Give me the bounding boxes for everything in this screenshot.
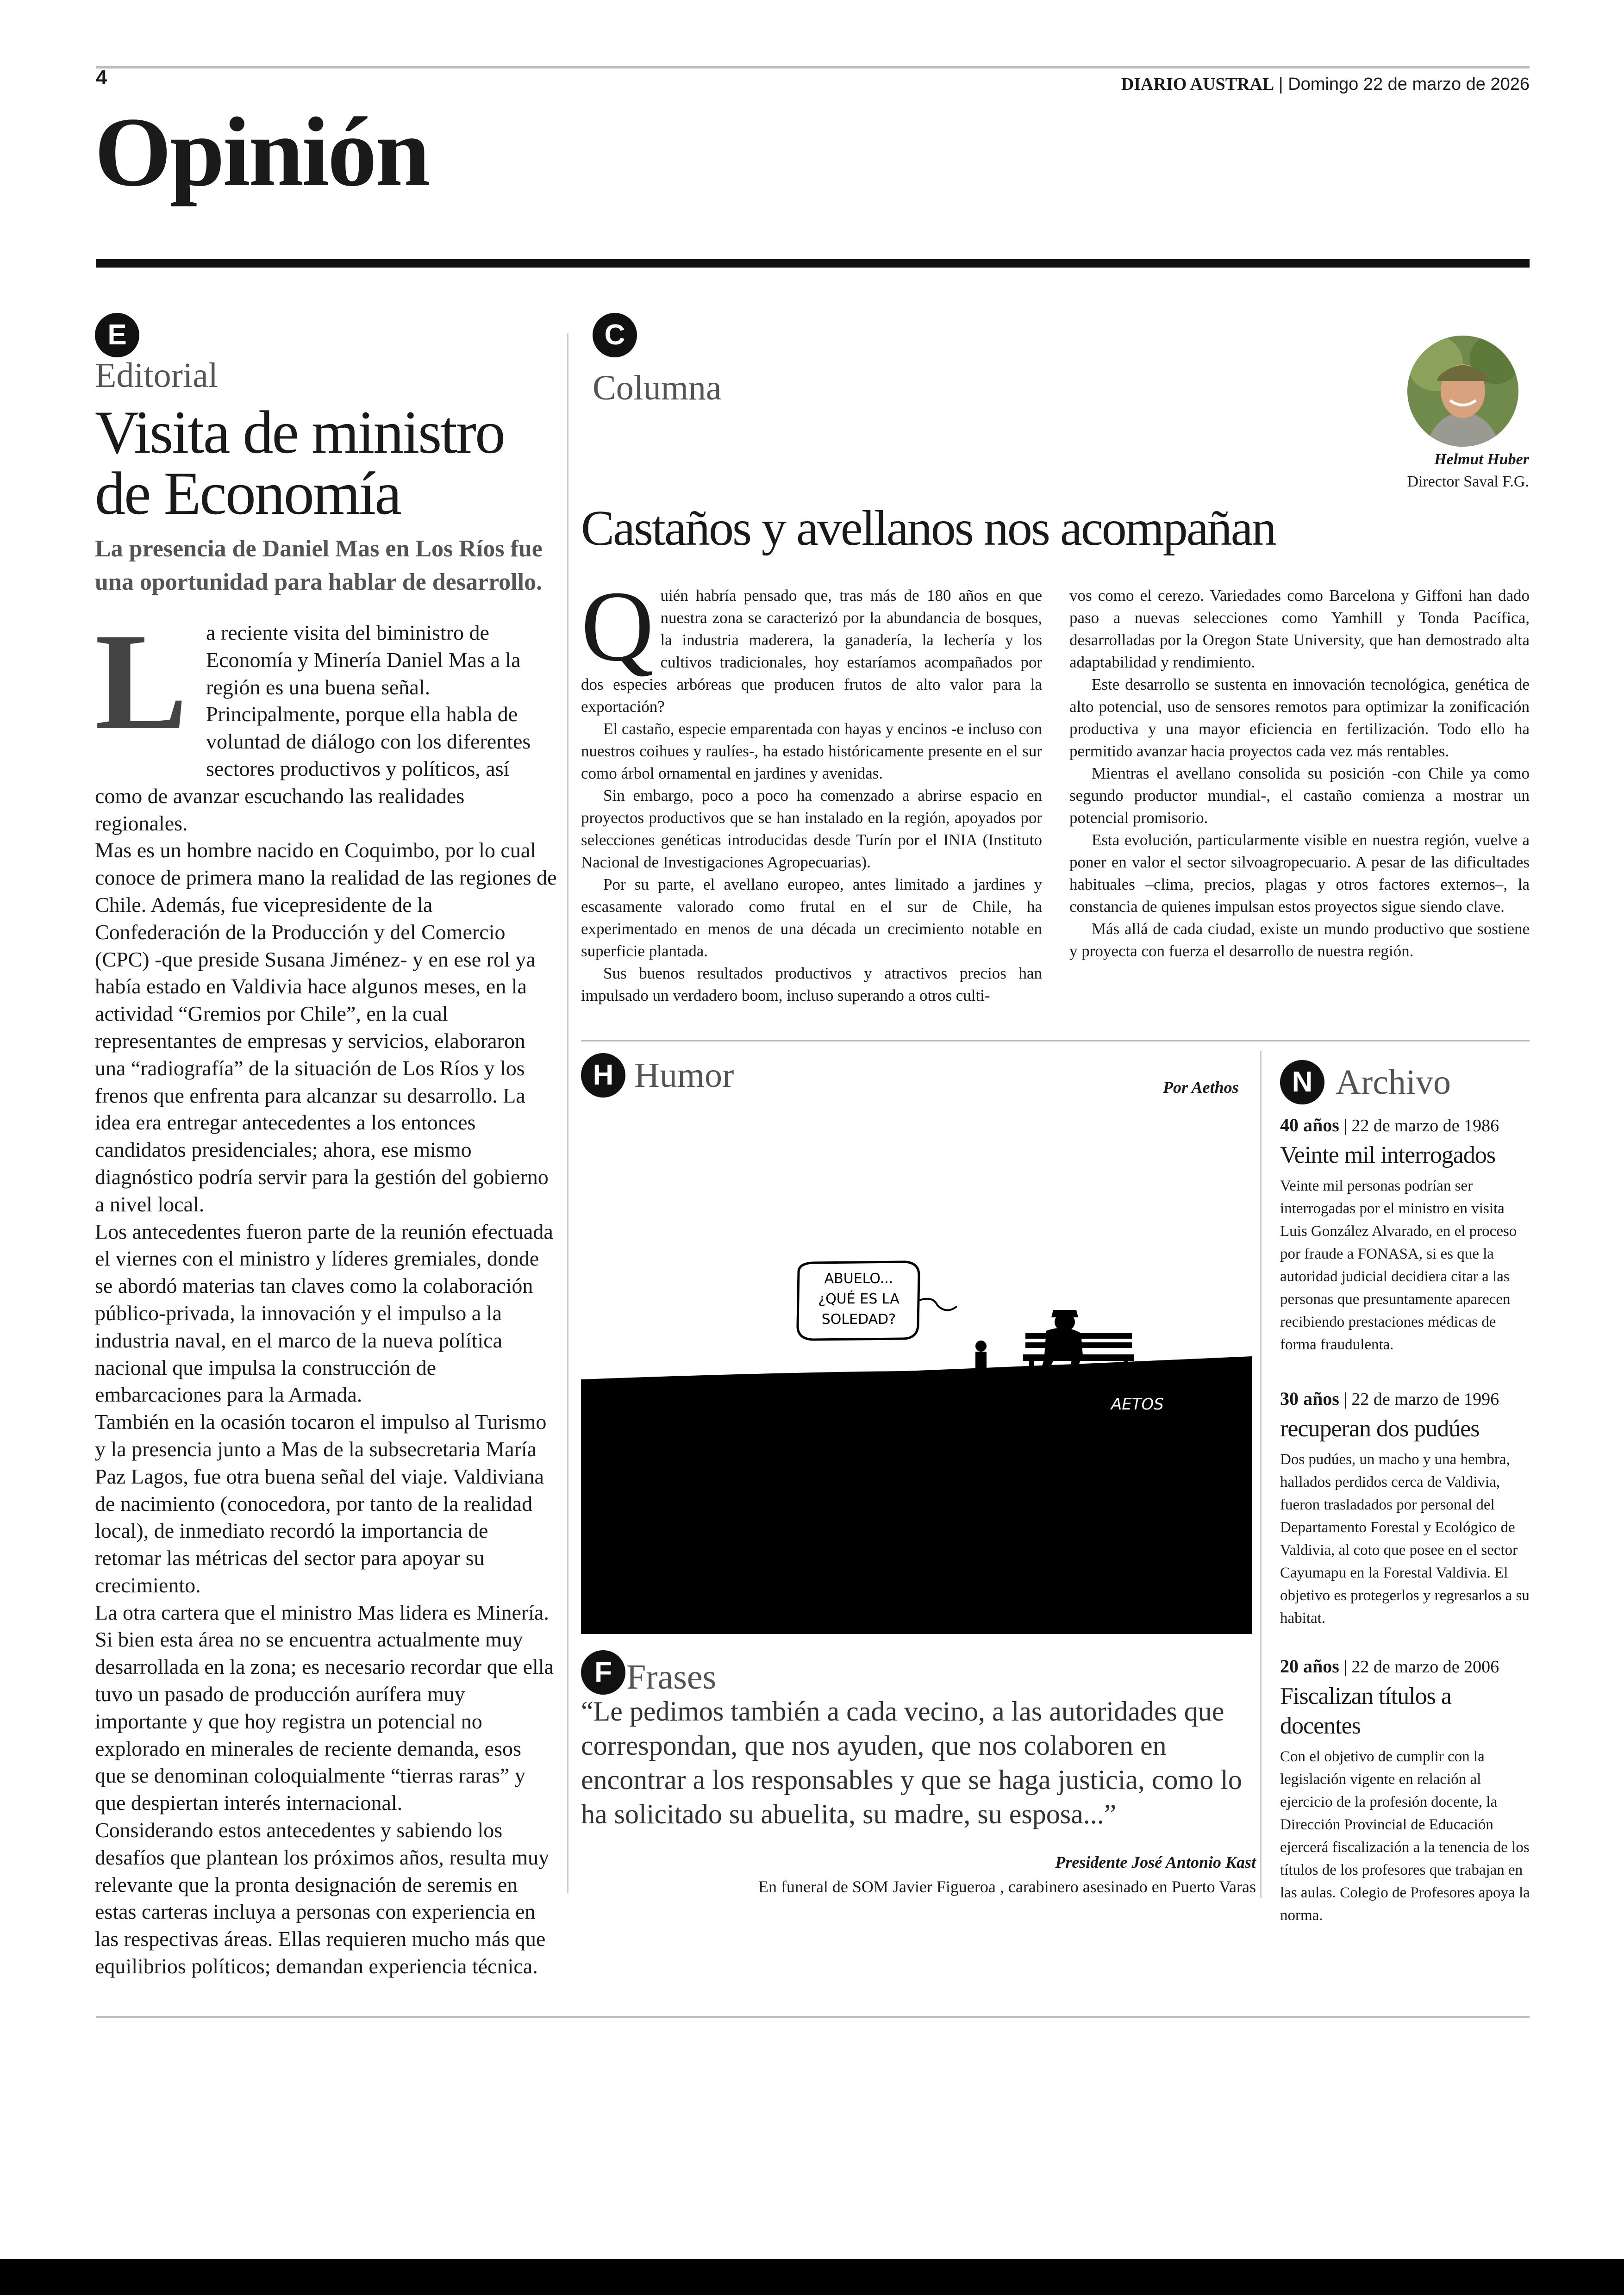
editorial-body bbox=[95, 619, 557, 1980]
issue-date: | Domingo 22 de marzo de 2026 bbox=[1278, 75, 1530, 94]
column-paragraph: Más allá de cada ciudad, existe un mundo productivo que sostiene y proyecta con fuerza el desarrollo de nuestra región. bbox=[1069, 920, 1530, 960]
humor-kicker: Humor bbox=[634, 1056, 734, 1095]
editorial-badge: E bbox=[95, 313, 139, 357]
column-paragraph: Sin embargo, poco a poco ha comenzado a abrirse espacio en proyectos productivos que se han instalado en la región, apoyados por selecciones genéticas introducidas desde Turín por el INIA (Instituto Nacional de Investigaciones Agropecuarias). bbox=[581, 786, 1042, 871]
column-paragraph: uién habría pensado que, tras más de 180 años en que nuestra zona se caracterizó por la abundancia de bosques, la industria maderera, la ganadería, la lechería y los cultivos tradicionales, hoy estaríamos acompañados por dos especies arbóreas que producen frutos de alto valor para la exportación? bbox=[581, 586, 1042, 716]
frases-quote: “Le pedimos también a cada vecino, a las autoridades que correspondan, que nos ayuden, que nos colaboren en encontrar a los responsables y que se haga justicia, como lo ha solicitado su abuelita, su madre, su esposa...” bbox=[581, 1696, 1242, 1829]
archivo-date: | 22 de marzo de 2006 bbox=[1343, 1657, 1499, 1677]
bubble-line-2: ¿QUÉ ES LA bbox=[818, 1291, 899, 1307]
paper-name: DIARIO AUSTRAL bbox=[1121, 75, 1274, 94]
column-paragraph: Sus buenos resultados productivos y atractivos precios han impulsado un verdadero boom, incluso superando a otros culti- bbox=[581, 964, 1042, 1004]
archivo-body: Con el objetivo de cumplir con la legislación vigente en relación al ejercicio de la profesión docente, la Dirección Provincial de Educación ejercerá fiscalización a la tenencia de los títulos de los profesores que trabajan en las aulas. Colegio de Profesores apoya la norma. bbox=[1280, 1748, 1530, 1924]
humor-cartoon bbox=[581, 1250, 1252, 1634]
column-text-left bbox=[581, 571, 1042, 1007]
archivo-entry bbox=[1280, 1114, 1530, 1356]
archivo-title: recuperan dos pudúes bbox=[1280, 1416, 1480, 1442]
archivo-years: 30 años bbox=[1280, 1388, 1339, 1409]
frases-context: En funeral de SOM Javier Figueroa , carabinero asesinado en Puerto Varas bbox=[758, 1877, 1256, 1896]
author-name: Helmut Huber bbox=[1434, 451, 1529, 468]
archivo-entry bbox=[1280, 1388, 1530, 1630]
column-paragraph: Por su parte, el avellano europeo, antes limitado a jardines y escasamente valorado como frutal en el sur de Chile, ha experimentado en menos de una década un crecimiento notable en superficie plantada. bbox=[581, 875, 1042, 960]
archivo-years: 40 años bbox=[1280, 1115, 1339, 1135]
masthead bbox=[1121, 74, 1530, 94]
column-divider bbox=[1260, 1051, 1262, 1898]
archivo-kicker: Archivo bbox=[1336, 1063, 1451, 1102]
archivo-title: Fiscalizan títulos a docentes bbox=[1280, 1683, 1451, 1739]
archivo-date: | 22 de marzo de 1986 bbox=[1343, 1116, 1499, 1135]
bubble-line-1: ABUELO... bbox=[824, 1271, 893, 1287]
editorial-subhead: La presencia de Daniel Mas en Los Ríos fue una oportunidad para hablar de desarrollo. bbox=[95, 536, 543, 595]
bottom-bar bbox=[0, 2259, 1624, 2295]
cartoon-signature: AETOS bbox=[1111, 1395, 1164, 1414]
editorial-paragraph: Considerando estos antecedentes y sabiendo los desafíos que plantean los próximos años, resulta muy relevante que la pronta designación de seremis en estas carteras incluya a personas con experiencia en las respectivas áreas. Ellas requieren mucho más que equilibrios políticos; demandan experiencia técnica. bbox=[95, 1818, 550, 1978]
frases-author: Presidente José Antonio Kast bbox=[1055, 1853, 1256, 1871]
column-dropcap: Q bbox=[581, 571, 654, 682]
editorial-paragraph: Mas es un hombre nacido en Coquimbo, por lo cual conoce de primera mano la realidad de las regiones de Chile. Además, fue vicepresidente de la Confederación de la Producción y del Comercio (CPC) -que preside Susana Jiménez- y en ese rol ya había estado en Valdivia hace algunos meses, en la actividad “Gremios por Chile”, en la cual representantes de empresas y servicios, elaboraron una “radiografía” de la situación de Los Ríos y los frenos que enfrenta para alcanzar su desarrollo. La idea era entregar antecedentes a los entonces candidatos presidenciales; ahora, ese mismo diagnóstico podría servir para la gestión del gobierno a nivel local. bbox=[95, 838, 557, 1216]
column-badge: C bbox=[593, 313, 637, 357]
section-rule bbox=[96, 259, 1530, 268]
bubble-line-3: SOLEDAD? bbox=[821, 1311, 896, 1328]
frases-badge: F bbox=[581, 1650, 625, 1695]
author-photo bbox=[1407, 336, 1518, 447]
header-rule bbox=[96, 66, 1530, 69]
bottom-rule bbox=[96, 2016, 1530, 2018]
section-title: Opinión bbox=[94, 97, 429, 207]
author-role: Director Saval F.G. bbox=[1407, 473, 1529, 490]
column-kicker: Columna bbox=[593, 368, 722, 407]
editorial-paragraph: Los antecedentes fueron parte de la reunión efectuada el viernes con el ministro y líderes gremiales, donde se abordó materias tan claves como la colaboración público-privada, la innovación y el impulso a la industria naval, en el marco de la nueva política nacional que impulsa la construcción de embarcaciones para la Armada. bbox=[95, 1219, 553, 1407]
archivo-title: Veinte mil interrogados bbox=[1280, 1142, 1496, 1168]
editorial-dropcap: L bbox=[95, 605, 188, 758]
humor-byline: Por Aethos bbox=[1163, 1078, 1239, 1097]
editorial-paragraph: a reciente visita del biministro de Economía y Minería Daniel Mas a la región es una buena señal. Principalmente, porque ella habla de voluntad de diálogo con los diferentes sectores productivos y políticos, así como de avanzar escuchando las realidades regionales. bbox=[95, 621, 531, 835]
frases-kicker: Frases bbox=[626, 1658, 717, 1696]
archivo-entry bbox=[1280, 1655, 1530, 1927]
editorial-paragraph: También en la ocasión tocaron el impulso al Turismo y la presencia junto a Mas de la subsecretaria María Paz Lagos, fue otra buena señal del viaje. Valdiviana de nacimiento (conocedora, por tanto de la realidad local), de inmediato recordó la importancia de retomar las métricas del sector para apoyar su crecimiento. bbox=[95, 1410, 547, 1597]
column-paragraph: Mientras el avellano consolida su posición -con Chile ya como segundo productor mundial-, el castaño comienza a mostrar un potencial promisorio. bbox=[1069, 764, 1530, 827]
mid-rule bbox=[581, 1040, 1530, 1041]
humor-badge: H bbox=[581, 1053, 625, 1098]
archivo-body: Dos pudúes, un macho y una hembra, hallados perdidos cerca de Valdivia, fueron trasladados por personal del Departamento Forestal y Ecológico de Valdivia, al coto que posee en el sector Cayumapu en la Forestal Valdivia. El objetivo es protegerlos y regresarlos a su habitat. bbox=[1280, 1451, 1530, 1627]
column-divider bbox=[567, 333, 568, 1893]
archivo-date: | 22 de marzo de 1996 bbox=[1343, 1390, 1499, 1409]
editorial-headline: Visita de ministro de Economía bbox=[95, 398, 504, 527]
archivo-body: Veinte mil personas podrían ser interrogadas por el ministro en visita Luis González Alvarado, en el proceso por fraude a FONASA, si es que la autoridad judicial decidiera citar a las personas que presuntamente aparecen recibiendo prestaciones médicas de forma fraudulenta. bbox=[1280, 1178, 1517, 1353]
column-paragraph: Este desarrollo se sustenta en innovación tecnológica, genética de alto potencial, uso de sensores remotos para optimizar la zonificación productiva y una mayor eficiencia en fertilización. Todo ello ha permitido avanzar hacia proyectos cada vez más rentables. bbox=[1069, 675, 1530, 760]
editorial-paragraph: La otra cartera que el ministro Mas lidera es Minería. Si bien esta área no se encuentra actualmente muy desarrollada en la zona; es necesario recordar que ella tuvo un pasado de producción aurífera muy importante y que hoy registra un potencial no explorado en minerales de reciente demanda, esos que se denominan coloquialmente “tierras raras” y que despiertan interés internacional. bbox=[95, 1600, 554, 1815]
column-headline: Castaños y avellanos nos acompañan bbox=[581, 501, 1275, 556]
archivo-years: 20 años bbox=[1280, 1656, 1339, 1677]
editorial-kicker: Editorial bbox=[95, 356, 218, 395]
column-text-right bbox=[1069, 585, 1530, 962]
page-number: 4 bbox=[96, 66, 107, 89]
column-paragraph: Esta evolución, particularmente visible en nuestra región, vuelve a poner en valor el sector silvoagropecuario. A pesar de las dificultades habituales –clima, precios, plagas y otros factores externos–, la constancia de quienes impulsan estos proyectos sigue siendo clave. bbox=[1069, 831, 1530, 916]
column-paragraph: vos como el cerezo. Variedades como Barcelona y Giffoni han dado paso a nuevas selecciones como Yamhill y Tonda Pacífica, desarrolladas por la Oregon State University, que han demostrado alta adaptabilidad y rendimiento. bbox=[1069, 586, 1530, 671]
column-paragraph: El castaño, especie emparentada con hayas y encinos -e incluso con nuestros coihues y raulíes-, ha estado históricamente presente en el sur como árbol ornamental en jardines y avenidas. bbox=[581, 720, 1042, 782]
archivo-badge: N bbox=[1280, 1060, 1324, 1104]
